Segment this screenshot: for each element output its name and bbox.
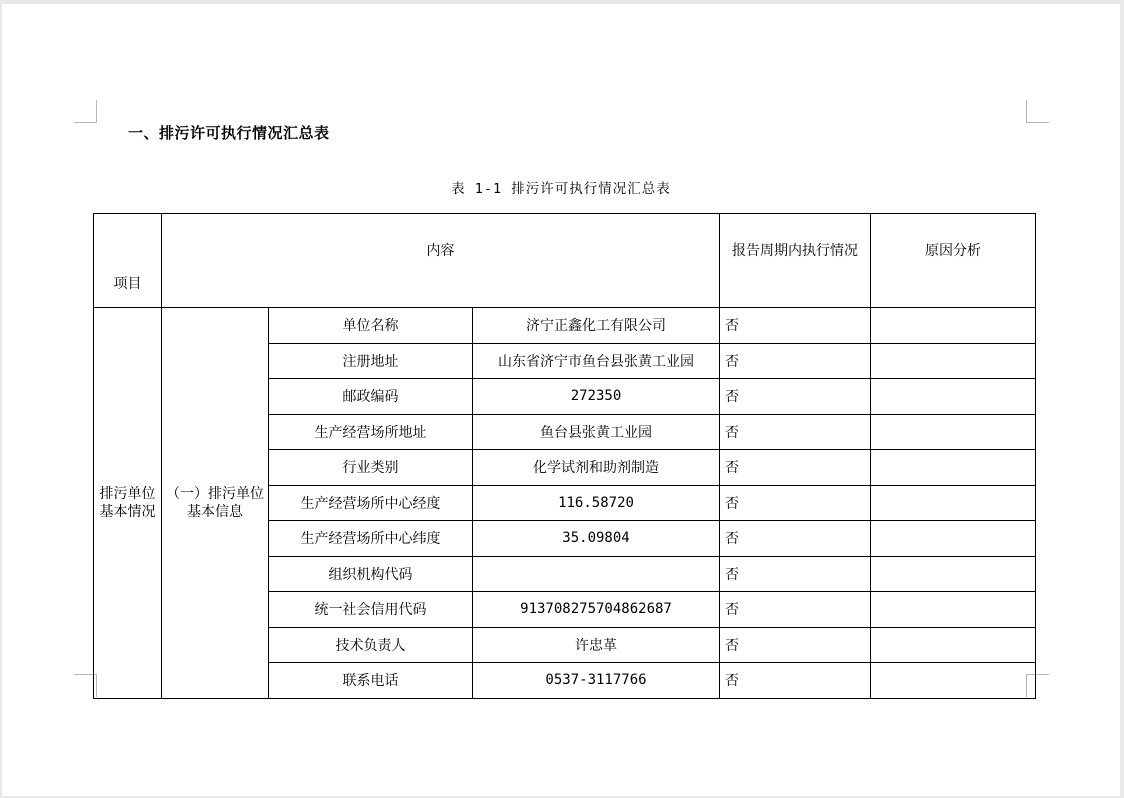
status-cell: 否 [720,450,871,486]
status-cell: 否 [720,556,871,592]
value-cell: 116.58720 [473,485,720,521]
value-cell: 许忠革 [473,627,720,663]
status-cell: 否 [720,379,871,415]
margin-corner-mark [1026,100,1049,123]
status-cell: 否 [720,308,871,344]
item-cell: 单位名称 [269,308,473,344]
reason-cell [871,556,1036,592]
value-cell: 0537-3117766 [473,663,720,699]
value-cell: 化学试剂和助剂制造 [473,450,720,486]
reason-cell [871,450,1036,486]
reason-cell [871,663,1036,699]
status-cell: 否 [720,485,871,521]
status-cell: 否 [720,592,871,628]
reason-cell [871,627,1036,663]
item-cell: 生产经营场所地址 [269,414,473,450]
status-cell: 否 [720,627,871,663]
item-cell: 技术负责人 [269,627,473,663]
item-cell: 注册地址 [269,343,473,379]
item-cell: 统一社会信用代码 [269,592,473,628]
section-heading: 一、排污许可执行情况汇总表 [128,124,330,142]
subcategory-cell: （一）排污单位基本信息 [162,308,269,699]
table-row [94,308,1036,344]
reason-cell [871,308,1036,344]
status-cell: 否 [720,414,871,450]
table-header-row [94,214,1036,308]
value-cell: 济宁正鑫化工有限公司 [473,308,720,344]
status-cell: 否 [720,663,871,699]
permit-summary-table [93,213,1036,699]
value-cell [473,556,720,592]
item-cell: 行业类别 [269,450,473,486]
margin-corner-mark [74,100,97,123]
document-page [2,4,1120,796]
value-cell: 鱼台县张黄工业园 [473,414,720,450]
item-cell: 组织机构代码 [269,556,473,592]
reason-cell [871,414,1036,450]
reason-cell [871,343,1036,379]
header-project: 项目 [94,214,162,308]
category-cell: 排污单位基本情况 [94,308,162,699]
reason-cell [871,592,1036,628]
value-cell: 272350 [473,379,720,415]
item-cell: 生产经营场所中心经度 [269,485,473,521]
reason-cell [871,485,1036,521]
value-cell: 山东省济宁市鱼台县张黄工业园 [473,343,720,379]
header-reason: 原因分析 [871,214,1036,308]
item-cell: 邮政编码 [269,379,473,415]
header-content: 内容 [162,214,720,308]
item-cell: 联系电话 [269,663,473,699]
reason-cell [871,521,1036,557]
header-execution: 报告周期内执行情况 [720,214,871,308]
value-cell: 35.09804 [473,521,720,557]
status-cell: 否 [720,343,871,379]
item-cell: 生产经营场所中心纬度 [269,521,473,557]
status-cell: 否 [720,521,871,557]
value-cell: 913708275704862687 [473,592,720,628]
reason-cell [871,379,1036,415]
table-caption: 表 1-1 排污许可执行情况汇总表 [451,181,671,197]
